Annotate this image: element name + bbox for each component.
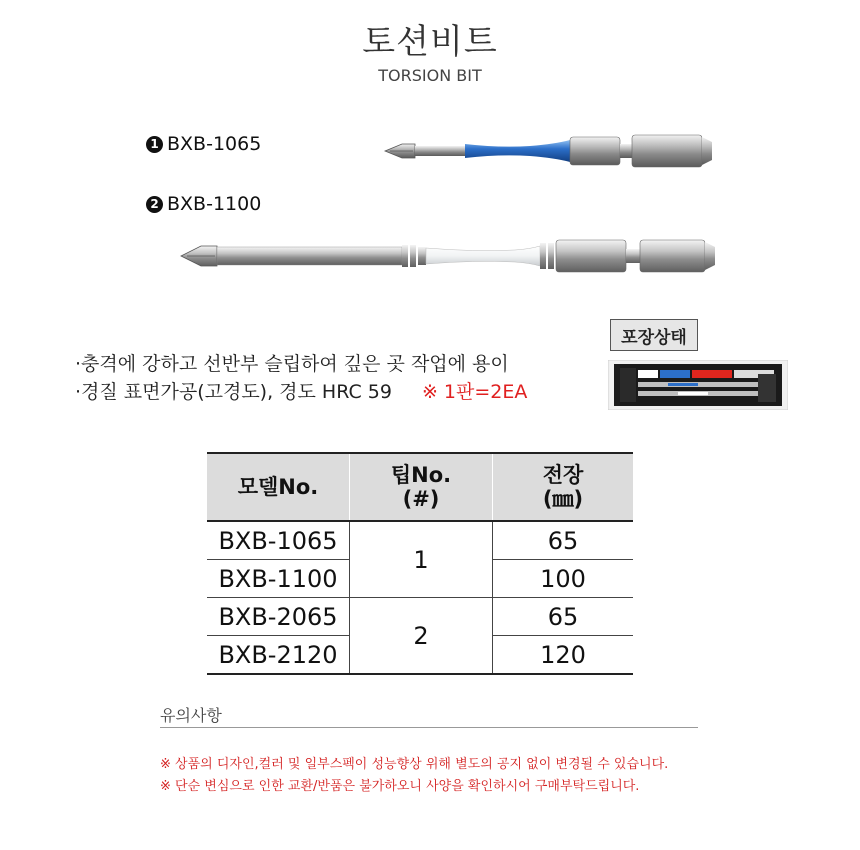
cell-model: BXB-1065 <box>207 521 350 560</box>
feature-line-2-text: ·경질 표면가공(고경도), 경도 HRC 59 <box>75 381 392 403</box>
header-model: 모델No. <box>207 453 350 521</box>
product-name-2: BXB-1100 <box>167 193 262 215</box>
number-badge-2: 2 <box>146 196 163 213</box>
cell-length: 100 <box>493 560 634 598</box>
caution-title: 유의사항 <box>160 706 222 725</box>
number-badge-1: 1 <box>146 136 163 153</box>
table-row <box>207 521 633 560</box>
header-length-line1: 전장 <box>542 463 584 487</box>
torsion-bit-image-2 <box>175 226 720 286</box>
product-label-2 <box>146 193 261 215</box>
cell-tip: 1 <box>350 521 493 598</box>
cell-model: BXB-2120 <box>207 636 350 675</box>
header-length-line2: (㎜) <box>542 487 584 511</box>
package-image <box>608 360 788 410</box>
quantity-note: ※ 1판=2EA <box>421 381 528 403</box>
cell-length: 120 <box>493 636 634 675</box>
page-title: 토션비트 <box>362 22 498 62</box>
feature-line-1: ·충격에 강하고 선반부 슬립하여 깊은 곳 작업에 용이 <box>75 353 509 375</box>
spec-table-header <box>207 453 633 521</box>
product-name-1: BXB-1065 <box>167 133 262 155</box>
cell-tip: 2 <box>350 598 493 675</box>
cell-model: BXB-1100 <box>207 560 350 598</box>
product-label-1 <box>146 133 261 155</box>
torsion-bit-image-1 <box>380 120 720 180</box>
header-tip-line2: (#) <box>402 487 440 511</box>
caution-line-1: ※ 상품의 디자인,컬러 및 일부스펙이 성능향상 위해 별도의 공지 없이 변경될 수 있습니다. <box>160 757 669 772</box>
header-tip-line1: 팁No. <box>390 463 452 487</box>
header-tip <box>350 453 493 521</box>
feature-line-2 <box>75 378 527 406</box>
caution-line-2: ※ 단순 변심으로 인한 교환/반품은 불가하오니 사양을 확인하시어 구매부탁드립니다. <box>160 779 640 794</box>
cell-model: BXB-2065 <box>207 598 350 636</box>
header-length <box>493 453 634 521</box>
page-subtitle: TORSION BIT <box>378 66 482 85</box>
cell-length: 65 <box>493 598 634 636</box>
cell-length: 65 <box>493 521 634 560</box>
feature-list <box>75 350 527 406</box>
spec-table <box>207 452 633 675</box>
table-row <box>207 598 633 636</box>
package-label: 포장상태 <box>610 319 698 351</box>
caution-divider <box>160 727 698 728</box>
